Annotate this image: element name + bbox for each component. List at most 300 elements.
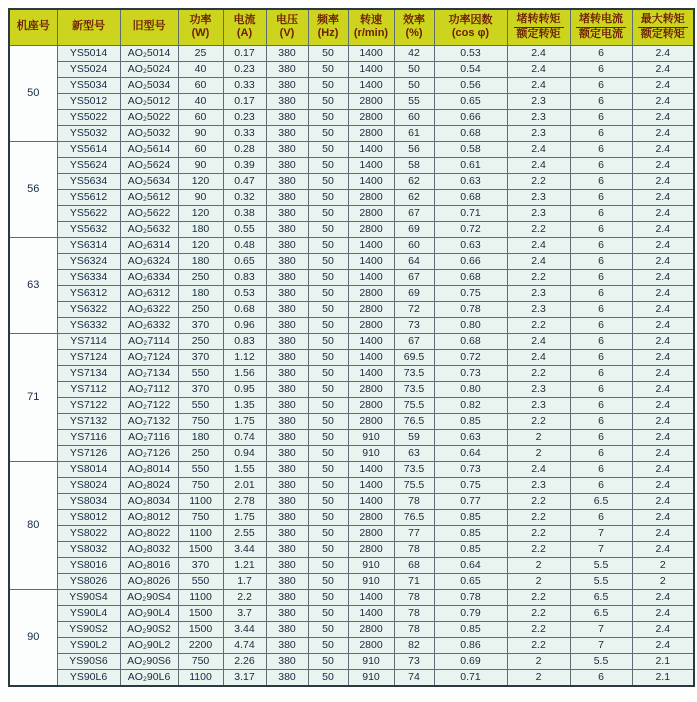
cell-current: 1.12 [223, 349, 266, 365]
cell-speed: 1400 [348, 269, 394, 285]
cell-current: 1.7 [223, 573, 266, 589]
cell-locked-current-ratio: 5.5 [570, 573, 632, 589]
cell-speed: 1400 [348, 253, 394, 269]
cell-old-model: AO₂8024 [120, 477, 178, 493]
cell-current: 3.44 [223, 621, 266, 637]
cell-power-factor: 0.82 [434, 397, 507, 413]
cell-locked-torque-ratio: 2.4 [507, 45, 570, 61]
cell-new-model: YS8022 [57, 525, 120, 541]
table-row [9, 381, 694, 397]
cell-max-torque-ratio: 2.4 [632, 381, 694, 397]
cell-new-model: YS90S6 [57, 653, 120, 669]
cell-old-model: AO₂5624 [120, 157, 178, 173]
cell-speed: 2800 [348, 189, 394, 205]
cell-efficiency: 62 [394, 189, 434, 205]
cell-efficiency: 73 [394, 653, 434, 669]
cell-current: 0.65 [223, 253, 266, 269]
header-line1: 机座号 [16, 20, 50, 33]
cell-old-model: AO₂90S4 [120, 589, 178, 605]
table-row [9, 173, 694, 189]
cell-frame-size: 71 [9, 333, 57, 461]
cell-old-model: AO₂7134 [120, 365, 178, 381]
table-row [9, 93, 694, 109]
cell-new-model: YS90L6 [57, 669, 120, 686]
table-row [9, 221, 694, 237]
cell-power-factor: 0.66 [434, 253, 507, 269]
cell-efficiency: 64 [394, 253, 434, 269]
cell-frequency: 50 [308, 189, 348, 205]
cell-power: 1500 [178, 541, 223, 557]
cell-max-torque-ratio: 2.4 [632, 173, 694, 189]
cell-frequency: 50 [308, 509, 348, 525]
cell-power: 750 [178, 653, 223, 669]
cell-new-model: YS8014 [57, 461, 120, 477]
cell-efficiency: 42 [394, 45, 434, 61]
col-header-efficiency [394, 9, 434, 45]
cell-current: 2.2 [223, 589, 266, 605]
cell-current: 0.68 [223, 301, 266, 317]
cell-power: 370 [178, 317, 223, 333]
cell-max-torque-ratio: 2.4 [632, 525, 694, 541]
col-header-speed [348, 9, 394, 45]
cell-voltage: 380 [266, 381, 308, 397]
cell-frequency: 50 [308, 157, 348, 173]
cell-old-model: AO₂8012 [120, 509, 178, 525]
cell-current: 0.23 [223, 109, 266, 125]
cell-power-factor: 0.72 [434, 349, 507, 365]
cell-max-torque-ratio: 2.4 [632, 621, 694, 637]
cell-frequency: 50 [308, 557, 348, 573]
cell-new-model: YS8024 [57, 477, 120, 493]
cell-locked-torque-ratio: 2.2 [507, 605, 570, 621]
table-row [9, 125, 694, 141]
cell-locked-current-ratio: 6 [570, 365, 632, 381]
cell-power-factor: 0.58 [434, 141, 507, 157]
cell-current: 0.17 [223, 45, 266, 61]
cell-power: 250 [178, 301, 223, 317]
cell-new-model: YS5634 [57, 173, 120, 189]
cell-speed: 2800 [348, 125, 394, 141]
cell-frequency: 50 [308, 525, 348, 541]
cell-speed: 910 [348, 669, 394, 686]
cell-current: 0.83 [223, 269, 266, 285]
cell-old-model: AO₂7124 [120, 349, 178, 365]
header-line1: 电压 [276, 13, 298, 26]
col-header-frequency [308, 9, 348, 45]
cell-new-model: YS90L4 [57, 605, 120, 621]
table-row [9, 365, 694, 381]
cell-locked-current-ratio: 6 [570, 669, 632, 686]
col-header-power-factor [434, 9, 507, 45]
cell-efficiency: 67 [394, 269, 434, 285]
cell-power: 370 [178, 557, 223, 573]
cell-voltage: 380 [266, 429, 308, 445]
cell-efficiency: 76.5 [394, 413, 434, 429]
cell-locked-current-ratio: 7 [570, 541, 632, 557]
cell-max-torque-ratio: 2.4 [632, 61, 694, 77]
cell-speed: 1400 [348, 349, 394, 365]
cell-frame-size: 80 [9, 461, 57, 589]
cell-locked-current-ratio: 6 [570, 189, 632, 205]
cell-max-torque-ratio: 2.4 [632, 45, 694, 61]
cell-old-model: AO₂8014 [120, 461, 178, 477]
cell-frequency: 50 [308, 541, 348, 557]
cell-voltage: 380 [266, 45, 308, 61]
cell-voltage: 380 [266, 93, 308, 109]
cell-old-model: AO₂5614 [120, 141, 178, 157]
cell-new-model: YS90S4 [57, 589, 120, 605]
cell-efficiency: 68 [394, 557, 434, 573]
cell-efficiency: 77 [394, 525, 434, 541]
cell-power: 180 [178, 429, 223, 445]
header-line2: 额定转矩 [640, 28, 685, 41]
cell-power-factor: 0.77 [434, 493, 507, 509]
cell-voltage: 380 [266, 61, 308, 77]
cell-voltage: 380 [266, 461, 308, 477]
cell-new-model: YS5622 [57, 205, 120, 221]
cell-locked-torque-ratio: 2.2 [507, 637, 570, 653]
cell-frequency: 50 [308, 477, 348, 493]
cell-locked-current-ratio: 6 [570, 237, 632, 253]
cell-old-model: AO₂8022 [120, 525, 178, 541]
cell-max-torque-ratio: 2.4 [632, 77, 694, 93]
cell-locked-torque-ratio: 2.3 [507, 381, 570, 397]
cell-frequency: 50 [308, 381, 348, 397]
col-header-old-model [120, 9, 178, 45]
cell-power-factor: 0.63 [434, 429, 507, 445]
cell-speed: 1400 [348, 365, 394, 381]
cell-new-model: YS8012 [57, 509, 120, 525]
cell-power: 750 [178, 509, 223, 525]
cell-old-model: AO₂7112 [120, 381, 178, 397]
cell-locked-torque-ratio: 2.4 [507, 333, 570, 349]
cell-frequency: 50 [308, 205, 348, 221]
cell-max-torque-ratio: 2.4 [632, 541, 694, 557]
cell-locked-torque-ratio: 2.3 [507, 125, 570, 141]
cell-frequency: 50 [308, 365, 348, 381]
table-row [9, 269, 694, 285]
cell-new-model: YS90S2 [57, 621, 120, 637]
cell-voltage: 380 [266, 125, 308, 141]
cell-efficiency: 67 [394, 205, 434, 221]
header-row [9, 9, 694, 45]
table-row [9, 301, 694, 317]
cell-frequency: 50 [308, 93, 348, 109]
cell-new-model: YS7132 [57, 413, 120, 429]
cell-voltage: 380 [266, 573, 308, 589]
cell-efficiency: 73 [394, 317, 434, 333]
cell-efficiency: 73.5 [394, 381, 434, 397]
cell-efficiency: 75.5 [394, 397, 434, 413]
cell-frequency: 50 [308, 253, 348, 269]
cell-voltage: 380 [266, 637, 308, 653]
cell-speed: 910 [348, 573, 394, 589]
cell-speed: 2800 [348, 637, 394, 653]
cell-power: 120 [178, 237, 223, 253]
header-line1: 堵转电流 [576, 13, 626, 29]
cell-locked-current-ratio: 6 [570, 301, 632, 317]
cell-locked-torque-ratio: 2 [507, 557, 570, 573]
header-line2: (V) [279, 27, 295, 40]
cell-locked-torque-ratio: 2.3 [507, 301, 570, 317]
cell-old-model: AO₂90S6 [120, 653, 178, 669]
col-header-power [178, 9, 223, 45]
cell-power: 40 [178, 93, 223, 109]
header-line1: 堵转转矩 [514, 13, 564, 29]
cell-old-model: AO₂90S2 [120, 621, 178, 637]
cell-locked-torque-ratio: 2.2 [507, 317, 570, 333]
cell-efficiency: 61 [394, 125, 434, 141]
cell-voltage: 380 [266, 349, 308, 365]
cell-power-factor: 0.65 [434, 93, 507, 109]
cell-power: 2200 [178, 637, 223, 653]
cell-current: 0.33 [223, 125, 266, 141]
table-row [9, 205, 694, 221]
header-line1: 频率 [317, 13, 339, 26]
cell-current: 1.56 [223, 365, 266, 381]
cell-efficiency: 76.5 [394, 509, 434, 525]
cell-power-factor: 0.68 [434, 125, 507, 141]
cell-old-model: AO₂7126 [120, 445, 178, 461]
cell-speed: 2800 [348, 93, 394, 109]
cell-efficiency: 78 [394, 605, 434, 621]
table-row [9, 429, 694, 445]
cell-locked-torque-ratio: 2.3 [507, 205, 570, 221]
cell-locked-current-ratio: 6 [570, 93, 632, 109]
cell-frequency: 50 [308, 621, 348, 637]
cell-speed: 1400 [348, 605, 394, 621]
cell-voltage: 380 [266, 269, 308, 285]
cell-locked-torque-ratio: 2.3 [507, 285, 570, 301]
cell-locked-torque-ratio: 2.3 [507, 477, 570, 493]
cell-power: 25 [178, 45, 223, 61]
cell-voltage: 380 [266, 333, 308, 349]
col-header-max-torque-ratio [632, 9, 694, 45]
cell-efficiency: 59 [394, 429, 434, 445]
cell-power-factor: 0.54 [434, 61, 507, 77]
col-header-new-model [57, 9, 120, 45]
header-line2: 额定转矩 [516, 28, 561, 41]
cell-new-model: YS8034 [57, 493, 120, 509]
cell-voltage: 380 [266, 477, 308, 493]
header-line2: 额定电流 [579, 28, 623, 41]
cell-speed: 2800 [348, 397, 394, 413]
cell-speed: 1400 [348, 61, 394, 77]
cell-old-model: AO₂8026 [120, 573, 178, 589]
cell-locked-torque-ratio: 2.4 [507, 157, 570, 173]
cell-old-model: AO₂5034 [120, 77, 178, 93]
cell-voltage: 380 [266, 653, 308, 669]
cell-voltage: 380 [266, 141, 308, 157]
cell-max-torque-ratio: 2.4 [632, 157, 694, 173]
cell-new-model: YS5024 [57, 61, 120, 77]
cell-new-model: YS5632 [57, 221, 120, 237]
cell-power-factor: 0.61 [434, 157, 507, 173]
cell-locked-torque-ratio: 2.3 [507, 397, 570, 413]
cell-old-model: AO₂7122 [120, 397, 178, 413]
cell-locked-current-ratio: 6 [570, 397, 632, 413]
cell-speed: 2800 [348, 221, 394, 237]
cell-current: 0.94 [223, 445, 266, 461]
cell-locked-torque-ratio: 2 [507, 669, 570, 686]
cell-max-torque-ratio: 2.4 [632, 301, 694, 317]
table-row [9, 77, 694, 93]
cell-current: 1.21 [223, 557, 266, 573]
cell-voltage: 380 [266, 189, 308, 205]
cell-power-factor: 0.66 [434, 109, 507, 125]
table-row [9, 189, 694, 205]
cell-old-model: AO₂8016 [120, 557, 178, 573]
header-line1: 旧型号 [132, 20, 166, 33]
cell-voltage: 380 [266, 317, 308, 333]
cell-power-factor: 0.73 [434, 461, 507, 477]
cell-locked-torque-ratio: 2.4 [507, 61, 570, 77]
cell-voltage: 380 [266, 253, 308, 269]
cell-frame-size: 50 [9, 45, 57, 141]
cell-new-model: YS7124 [57, 349, 120, 365]
cell-power-factor: 0.53 [434, 45, 507, 61]
cell-old-model: AO₂90L6 [120, 669, 178, 686]
cell-old-model: AO₂7116 [120, 429, 178, 445]
header-line2: (r/min) [353, 27, 389, 40]
cell-new-model: YS6312 [57, 285, 120, 301]
cell-voltage: 380 [266, 173, 308, 189]
cell-power: 90 [178, 189, 223, 205]
cell-max-torque-ratio: 2.4 [632, 429, 694, 445]
cell-efficiency: 50 [394, 61, 434, 77]
cell-voltage: 380 [266, 669, 308, 686]
cell-locked-torque-ratio: 2.4 [507, 253, 570, 269]
cell-speed: 1400 [348, 333, 394, 349]
cell-old-model: AO₂6314 [120, 237, 178, 253]
cell-speed: 2800 [348, 413, 394, 429]
cell-new-model: YS6334 [57, 269, 120, 285]
header-line1: 功率 [189, 13, 212, 26]
cell-frequency: 50 [308, 141, 348, 157]
cell-max-torque-ratio: 2 [632, 573, 694, 589]
table-row [9, 557, 694, 573]
cell-old-model: AO₂8034 [120, 493, 178, 509]
cell-old-model: AO₂5032 [120, 125, 178, 141]
cell-new-model: YS5012 [57, 93, 120, 109]
cell-old-model: AO₂5012 [120, 93, 178, 109]
cell-speed: 1400 [348, 461, 394, 477]
cell-efficiency: 67 [394, 333, 434, 349]
cell-voltage: 380 [266, 285, 308, 301]
cell-locked-current-ratio: 6 [570, 317, 632, 333]
cell-locked-torque-ratio: 2.2 [507, 269, 570, 285]
cell-locked-current-ratio: 6.5 [570, 493, 632, 509]
cell-efficiency: 58 [394, 157, 434, 173]
col-header-frame [9, 9, 57, 45]
cell-power: 60 [178, 141, 223, 157]
header-line2: (A) [236, 27, 253, 40]
table-row [9, 253, 694, 269]
cell-power-factor: 0.80 [434, 317, 507, 333]
cell-power: 60 [178, 77, 223, 93]
cell-locked-torque-ratio: 2.2 [507, 589, 570, 605]
cell-max-torque-ratio: 2.4 [632, 445, 694, 461]
cell-power: 1100 [178, 669, 223, 686]
cell-power: 250 [178, 333, 223, 349]
cell-voltage: 380 [266, 365, 308, 381]
cell-old-model: AO₂6312 [120, 285, 178, 301]
col-header-locked-torque-ratio [507, 9, 570, 45]
cell-speed: 910 [348, 653, 394, 669]
cell-power-factor: 0.80 [434, 381, 507, 397]
cell-old-model: AO₂8032 [120, 541, 178, 557]
table-row [9, 605, 694, 621]
cell-new-model: YS7112 [57, 381, 120, 397]
cell-max-torque-ratio: 2.4 [632, 221, 694, 237]
cell-new-model: YS5022 [57, 109, 120, 125]
table-row [9, 493, 694, 509]
cell-efficiency: 60 [394, 109, 434, 125]
cell-speed: 1400 [348, 77, 394, 93]
cell-max-torque-ratio: 2.4 [632, 349, 694, 365]
cell-power-factor: 0.63 [434, 237, 507, 253]
cell-current: 3.17 [223, 669, 266, 686]
table-row [9, 349, 694, 365]
cell-power-factor: 0.71 [434, 205, 507, 221]
cell-max-torque-ratio: 2.4 [632, 605, 694, 621]
cell-speed: 2800 [348, 541, 394, 557]
cell-new-model: YS8016 [57, 557, 120, 573]
cell-speed: 2800 [348, 301, 394, 317]
cell-power-factor: 0.79 [434, 605, 507, 621]
col-header-voltage [266, 9, 308, 45]
cell-power: 60 [178, 109, 223, 125]
cell-current: 0.23 [223, 61, 266, 77]
table-row [9, 541, 694, 557]
table-row [9, 461, 694, 477]
cell-voltage: 380 [266, 237, 308, 253]
table-row [9, 669, 694, 686]
cell-speed: 1400 [348, 237, 394, 253]
cell-old-model: AO₂5014 [120, 45, 178, 61]
table-row [9, 637, 694, 653]
cell-locked-current-ratio: 6 [570, 173, 632, 189]
cell-max-torque-ratio: 2.4 [632, 141, 694, 157]
cell-efficiency: 71 [394, 573, 434, 589]
cell-voltage: 380 [266, 525, 308, 541]
cell-speed: 910 [348, 445, 394, 461]
cell-current: 0.95 [223, 381, 266, 397]
cell-voltage: 380 [266, 397, 308, 413]
cell-max-torque-ratio: 2.1 [632, 669, 694, 686]
cell-old-model: AO₂6332 [120, 317, 178, 333]
header-line1: 转速 [360, 13, 382, 26]
cell-locked-torque-ratio: 2.2 [507, 493, 570, 509]
table-row [9, 45, 694, 61]
cell-new-model: YS8026 [57, 573, 120, 589]
cell-power-factor: 0.68 [434, 269, 507, 285]
cell-frequency: 50 [308, 221, 348, 237]
cell-voltage: 380 [266, 605, 308, 621]
cell-locked-current-ratio: 7 [570, 525, 632, 541]
cell-max-torque-ratio: 2.1 [632, 653, 694, 669]
cell-power-factor: 0.85 [434, 525, 507, 541]
cell-frequency: 50 [308, 413, 348, 429]
cell-power: 1500 [178, 621, 223, 637]
table-row [9, 621, 694, 637]
header-line1: 最大转矩 [638, 13, 688, 29]
cell-efficiency: 56 [394, 141, 434, 157]
cell-voltage: 380 [266, 621, 308, 637]
cell-power: 120 [178, 205, 223, 221]
cell-current: 0.83 [223, 333, 266, 349]
cell-power-factor: 0.85 [434, 413, 507, 429]
